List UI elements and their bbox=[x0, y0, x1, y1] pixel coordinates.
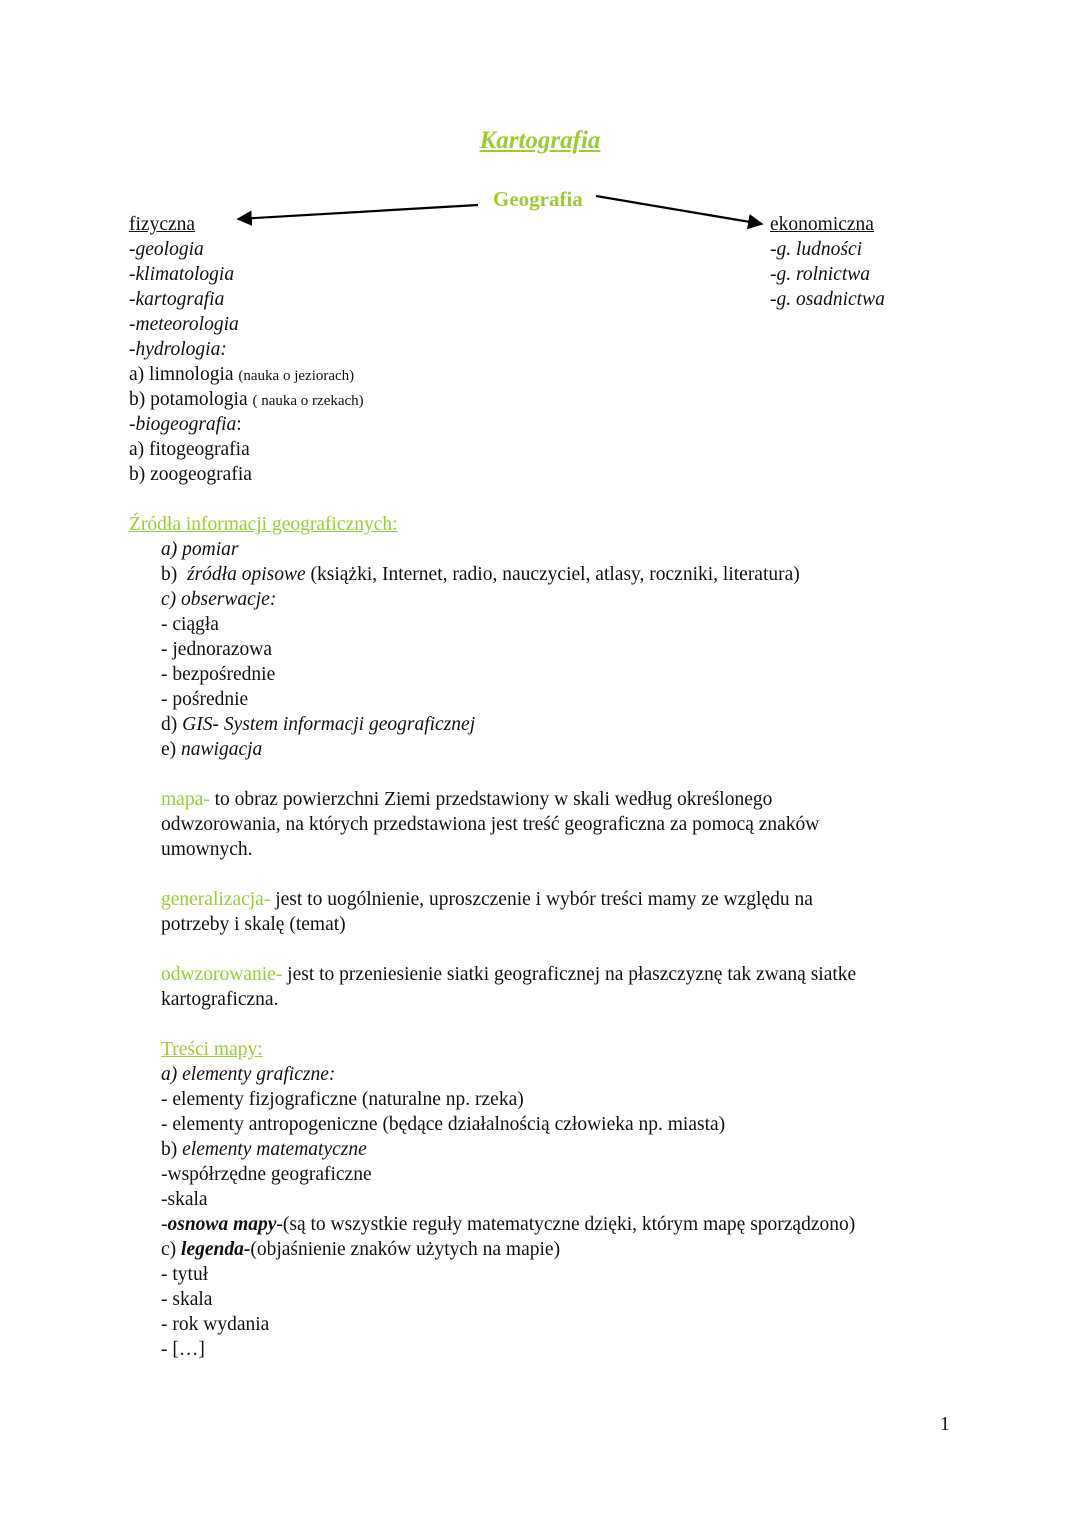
right-item: -g. osadnictwa bbox=[770, 289, 885, 310]
diagram-center: Geografia bbox=[493, 187, 583, 211]
observation-item: - bezpośrednie bbox=[161, 664, 276, 685]
sources-item bbox=[161, 712, 475, 737]
limnologia-label: a) limnologia bbox=[129, 364, 234, 385]
page-title: Kartografia bbox=[479, 127, 601, 154]
page-number: 1 bbox=[940, 1414, 950, 1435]
map-content-osnowa bbox=[161, 1212, 855, 1237]
map-content-heading: Treści mapy: bbox=[161, 1039, 263, 1060]
definition-text: jest to przeniesienie siatki geograficznej na płaszczyznę tak zwaną siatke bbox=[282, 964, 857, 985]
definition-term: generalizacja- bbox=[161, 889, 271, 910]
limnologia-note: (nauka o jeziorach) bbox=[238, 368, 355, 384]
arrow-right bbox=[596, 196, 762, 224]
limnologia-line bbox=[129, 362, 354, 389]
legend-item: - skala bbox=[161, 1289, 213, 1310]
definition-term: mapa- bbox=[161, 789, 210, 810]
legend-item: - rok wydania bbox=[161, 1314, 270, 1335]
definition-text: to obraz powierzchni Ziemi przedstawiony w skali według określonego bbox=[209, 789, 773, 810]
left-item: -klimatologia bbox=[129, 264, 235, 285]
definition-term: odwzorowanie- bbox=[161, 964, 283, 985]
map-content-legenda bbox=[161, 1237, 560, 1262]
sources-d-prefix: d) bbox=[161, 714, 183, 735]
sources-e-prefix: e) bbox=[161, 739, 182, 760]
legend-item: - tytuł bbox=[161, 1264, 209, 1285]
sources-item bbox=[161, 737, 262, 762]
map-content-item bbox=[161, 1137, 367, 1162]
osnowa-rest: -(są to wszystkie reguły matematyczne dzięki, którym mapę sporządzono) bbox=[276, 1214, 856, 1235]
osnowa-term: osnowa mapy bbox=[167, 1214, 277, 1235]
legenda-term: legenda- bbox=[181, 1239, 251, 1260]
osnowa-dash: - bbox=[161, 1214, 168, 1235]
observation-item: - ciągła bbox=[161, 614, 219, 635]
sources-item: a) pomiar bbox=[161, 539, 239, 560]
map-content-item: -skala bbox=[161, 1189, 208, 1210]
sources-b-italic: źródła opisowe bbox=[187, 564, 306, 585]
potamologia-line bbox=[129, 387, 364, 414]
map-content-b-italic: elementy matematyczne bbox=[182, 1139, 367, 1160]
left-item: -meteorologia bbox=[129, 314, 239, 335]
definition-text: odwzorowania, na których przedstawiona jest treść geograficzna za pomocą znaków bbox=[161, 814, 820, 835]
map-content-item: - elementy antropogeniczne (będące działalnością człowieka np. miasta) bbox=[161, 1114, 726, 1135]
definition-mapa bbox=[161, 787, 772, 812]
left-sub-item: b) zoogeografia bbox=[129, 464, 252, 485]
biogeografia-line bbox=[129, 412, 242, 437]
right-heading: ekonomiczna bbox=[770, 214, 874, 235]
map-content-item: a) elementy graficzne: bbox=[161, 1064, 336, 1085]
definition-generalizacja bbox=[161, 887, 813, 912]
sources-item: c) obserwacje: bbox=[161, 589, 277, 610]
legenda-rest: (objaśnienie znaków użytych na mapie) bbox=[250, 1239, 561, 1260]
legend-item: - […] bbox=[161, 1339, 205, 1360]
left-item: -hydrologia: bbox=[129, 339, 227, 360]
map-content-item: -współrzędne geograficzne bbox=[161, 1164, 372, 1185]
definition-text: jest to uogólnienie, uproszczenie i wybór treści mamy ze względu na bbox=[270, 889, 813, 910]
sources-item bbox=[161, 562, 800, 587]
map-content-item: - elementy fizjograficzne (naturalne np. rzeka) bbox=[161, 1089, 524, 1110]
sources-heading: Źródła informacji geograficznych: bbox=[129, 514, 398, 535]
left-sub-item: a) fitogeografia bbox=[129, 439, 250, 460]
legenda-prefix: c) bbox=[161, 1239, 182, 1260]
sources-b-rest: (książki, Internet, radio, nauczyciel, atlasy, roczniki, literatura) bbox=[305, 564, 800, 585]
potamologia-note: ( nauka o rzekach) bbox=[252, 393, 364, 409]
definition-text: potrzeby i skalę (temat) bbox=[161, 914, 346, 935]
map-content-b-prefix: b) bbox=[161, 1139, 183, 1160]
right-item: -g. rolnictwa bbox=[770, 264, 871, 285]
sources-e-italic: nawigacja bbox=[181, 739, 263, 760]
potamologia-label: b) potamologia bbox=[129, 389, 248, 410]
definition-odwzorowanie bbox=[161, 962, 856, 987]
sources-d-italic: GIS- System informacji geograficznej bbox=[182, 714, 476, 735]
definition-text: kartograficzna. bbox=[161, 989, 279, 1010]
right-item: -g. ludności bbox=[770, 239, 863, 260]
observation-item: - jednorazowa bbox=[161, 639, 272, 660]
sources-b-prefix: b) bbox=[161, 564, 187, 585]
biogeografia-label: -biogeografia bbox=[129, 414, 237, 435]
biogeografia-colon: : bbox=[236, 414, 242, 435]
left-item: -geologia bbox=[129, 239, 204, 260]
definition-text: umownych. bbox=[161, 839, 253, 860]
observation-item: - pośrednie bbox=[161, 689, 249, 710]
arrow-left bbox=[238, 205, 478, 219]
left-item: -kartografia bbox=[129, 289, 225, 310]
left-heading: fizyczna bbox=[129, 214, 196, 235]
